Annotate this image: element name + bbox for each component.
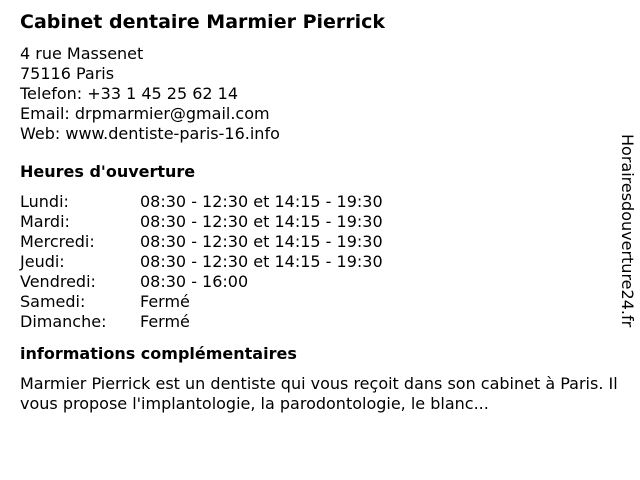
hours-row-tuesday bbox=[20, 212, 610, 232]
additional-info-heading: informations complémentaires bbox=[20, 344, 297, 363]
day-hours: 08:30 - 12:30 et 14:15 - 19:30 bbox=[140, 252, 383, 271]
day-label: Jeudi: bbox=[20, 252, 65, 271]
opening-hours-table bbox=[20, 192, 610, 332]
additional-info-text: Marmier Pierrick est un dentiste qui vous reçoit dans son cabinet à Paris. Il vous propose l'implantologie, la parodontologie, le blanc... bbox=[20, 374, 618, 413]
day-label: Mardi: bbox=[20, 212, 70, 231]
hours-row-friday bbox=[20, 272, 610, 292]
city-address: 75116 Paris bbox=[20, 64, 115, 83]
email-address: Email: drpmarmier@gmail.com bbox=[20, 104, 270, 123]
day-label: Samedi: bbox=[20, 292, 86, 311]
day-label: Lundi: bbox=[20, 192, 69, 211]
day-hours: 08:30 - 16:00 bbox=[140, 272, 249, 291]
day-label: Dimanche: bbox=[20, 312, 107, 331]
contact-block bbox=[20, 44, 610, 144]
day-hours: 08:30 - 12:30 et 14:15 - 19:30 bbox=[140, 192, 383, 211]
business-name: Cabinet dentaire Marmier Pierrick bbox=[20, 11, 386, 33]
hours-row-thursday bbox=[20, 252, 610, 272]
day-hours: Fermé bbox=[140, 312, 190, 331]
day-hours: 08:30 - 12:30 et 14:15 - 19:30 bbox=[140, 232, 383, 251]
website-address: Web: www.dentiste-paris-16.info bbox=[20, 124, 280, 143]
phone-number: Telefon: +33 1 45 25 62 14 bbox=[20, 84, 239, 103]
day-label: Mercredi: bbox=[20, 232, 95, 251]
day-label: Vendredi: bbox=[20, 272, 96, 291]
day-hours: Fermé bbox=[140, 292, 190, 311]
hours-row-wednesday bbox=[20, 232, 610, 252]
hours-row-saturday bbox=[20, 292, 610, 312]
day-hours: 08:30 - 12:30 et 14:15 - 19:30 bbox=[140, 212, 383, 231]
hours-row-sunday bbox=[20, 312, 610, 332]
opening-hours-heading: Heures d'ouverture bbox=[20, 162, 196, 181]
hours-row-monday bbox=[20, 192, 610, 212]
business-listing bbox=[20, 10, 618, 414]
site-watermark: Horairesdouverture24.fr bbox=[618, 134, 637, 328]
street-address: 4 rue Massenet bbox=[20, 44, 144, 63]
